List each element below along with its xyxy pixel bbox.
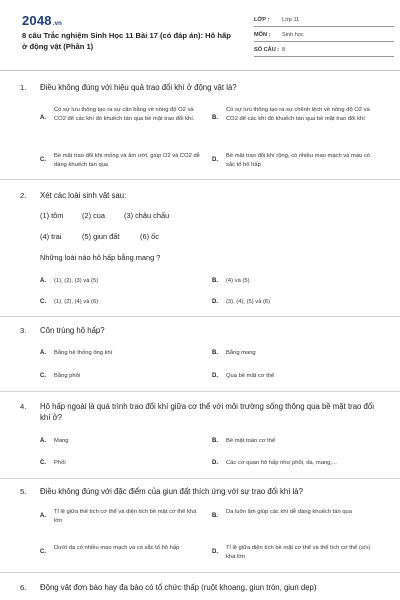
option-letter: A. bbox=[40, 278, 46, 284]
question-separator bbox=[0, 179, 400, 180]
option-text: (4) và (5) bbox=[226, 278, 250, 284]
option-letter: B. bbox=[212, 513, 218, 519]
question-stem: Côn trùng hô hấp? bbox=[40, 326, 105, 335]
question-number: 2. bbox=[20, 191, 27, 200]
option-letter: C. bbox=[40, 373, 46, 379]
header-divider bbox=[0, 70, 400, 71]
option-text: Qua bề mặt cơ thể bbox=[226, 373, 275, 379]
option-text: Bằng phổi bbox=[54, 373, 81, 379]
question-stem: Điều không đúng với đặc điểm của giun đất thích ứng với sự trao đổi khí là? bbox=[40, 487, 303, 496]
option-letter: B. bbox=[212, 350, 218, 356]
species-item: (5) giun đất bbox=[82, 232, 120, 241]
site-logo[interactable] bbox=[22, 13, 62, 28]
question-stem: Điều không đúng với hiệu quả trao đổi khí ở động vật là? bbox=[40, 83, 237, 92]
species-item: (3) châu chấu bbox=[124, 211, 170, 220]
species-item: (4) trai bbox=[40, 232, 62, 241]
question-number: 4. bbox=[20, 402, 27, 411]
document-title: 8 câu Trắc nghiệm Sinh Học 11 Bài 17 (có đáp án): Hô hấp ở động vật (Phần 1) bbox=[22, 31, 231, 51]
option-text: Tỉ lệ giữa thể tích cơ thể và diện tích bề mặt cơ thể khá lớn bbox=[54, 509, 197, 524]
option-text: Bằng hệ thống ống khí bbox=[54, 350, 113, 356]
question-stem: Xét các loài sinh vật sau: bbox=[40, 191, 127, 200]
option-text: Dưới da có nhiều mao mạch và có sắc tố hô hấp bbox=[54, 545, 180, 551]
question-separator bbox=[0, 316, 400, 317]
option-letter: B. bbox=[212, 438, 218, 444]
option-letter: D. bbox=[212, 373, 218, 379]
option-text: Bề mặt trao đổi khí mỏng và ẩm ướt, giúp O2 và CO2 dễ dàng khuếch tán qua bbox=[54, 153, 200, 168]
question-separator bbox=[0, 572, 400, 573]
option-letter: A. bbox=[40, 438, 46, 444]
option-letter: C. bbox=[40, 299, 46, 305]
option-text: Có sự lưu thông tạo ra sự cân bằng về nồng độ O2 và CO2 để các khí đó khuếch tán qua bề mặt trao đổi khí. bbox=[54, 107, 195, 122]
question-stem: Động vật đơn bào hay đa bào có tổ chức thấp (ruột khoang, giun tròn, giun dẹp) bbox=[40, 583, 317, 592]
option-text: Bề mặt trao đổi khí rộng, có nhiều mao mạch và máu có sắc tố hô hấp bbox=[226, 153, 371, 168]
option-text: Bằng mang bbox=[226, 350, 256, 356]
option-text: (1), (2), (3) và (5) bbox=[54, 278, 99, 284]
option-text: Các cơ quan hô hấp như phổi, da, mang,... bbox=[226, 460, 337, 466]
option-text: Da luôn ẩm giúp các khí dễ dàng khuếch tán qua bbox=[226, 509, 353, 515]
meta-value: 8 bbox=[282, 47, 286, 53]
option-text: Tỉ lệ giữa diện tích bề mặt cơ thể và thể tích cơ thể (s/v) khá lớn bbox=[226, 545, 371, 560]
option-letter: C. bbox=[40, 157, 46, 163]
species-item: (6) ốc bbox=[140, 232, 159, 241]
meta-key: LỚP : bbox=[254, 17, 270, 23]
substem-text: Những loài nào hô hấp bằng mang ? bbox=[40, 253, 161, 262]
option-letter: D. bbox=[212, 157, 218, 163]
question-stem: Hô hấp ngoài là quá trình trao đổi khí giữa cơ thể với môi trường sống thông qua bề mặt trao đổi khí ở? bbox=[40, 402, 374, 422]
option-letter: A. bbox=[40, 115, 46, 121]
option-letter: D. bbox=[212, 460, 218, 466]
meta-value: Sinh học bbox=[282, 32, 304, 38]
document-header bbox=[0, 0, 400, 66]
option-text: (3), (4), (5) và (6) bbox=[226, 299, 271, 305]
logo-text: 2048 bbox=[22, 13, 52, 28]
question-number: 3. bbox=[20, 326, 27, 335]
question-separator bbox=[0, 391, 400, 392]
species-item: (1) tôm bbox=[40, 211, 64, 220]
option-letter: B. bbox=[212, 278, 218, 284]
meta-value: Lớp 11 bbox=[282, 17, 300, 23]
option-letter: C. bbox=[40, 460, 46, 466]
option-text: Phổi bbox=[54, 460, 66, 466]
option-letter: A. bbox=[40, 513, 46, 519]
meta-key: SỐ CÂU : bbox=[254, 47, 280, 53]
option-letter: D. bbox=[212, 549, 218, 555]
option-text: (1), (2), (4) và (6) bbox=[54, 299, 99, 305]
option-text: Có sự lưu thông tạo ra sự chênh lệch về nồng độ O2 và CO2 để các khí đó khuếch tán qua bề mặt trao đổi khí bbox=[226, 107, 370, 122]
species-item: (2) cua bbox=[82, 211, 106, 220]
meta-key: MÔN : bbox=[254, 32, 271, 38]
question-separator bbox=[0, 478, 400, 479]
option-letter: B. bbox=[212, 115, 218, 121]
option-letter: D. bbox=[212, 299, 218, 305]
option-letter: A. bbox=[40, 350, 46, 356]
option-text: Bề mặt toàn cơ thể bbox=[226, 438, 276, 444]
question-number: 5. bbox=[20, 487, 27, 496]
option-letter: C. bbox=[40, 549, 46, 555]
logo-suffix: .vn bbox=[52, 21, 63, 27]
option-text: Mang bbox=[54, 438, 69, 444]
question-number: 1. bbox=[20, 83, 27, 92]
question-number: 6. bbox=[20, 583, 27, 592]
